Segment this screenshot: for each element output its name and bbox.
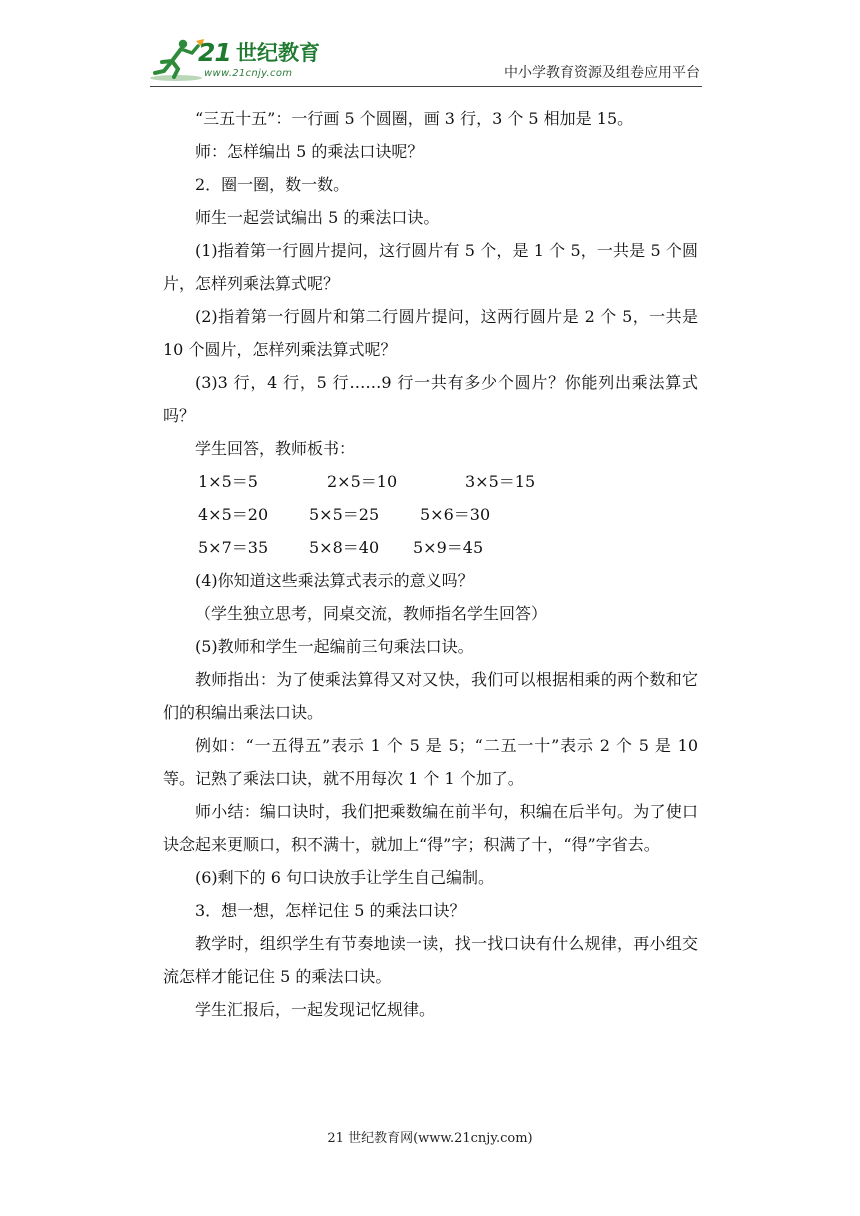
page-header [150,36,700,88]
equation: 5×9＝45 [413,538,484,557]
equation-row [163,498,698,531]
logo [150,36,330,86]
paragraph: (3)3 行，4 行，5 行……9 行一共有多少个圆片？你能列出乘法算式吗？ [163,373,698,425]
paragraph: 师小结：编口诀时，我们把乘数编在前半句，积编在后半句。为了使口诀念起来更顺口，积不满十，就加上“得”字；积满了十，“得”字省去。 [163,802,698,854]
page-footer: 21 世纪教育网(www.21cnjy.com) [327,1131,533,1146]
equation: 5×5＝25 [309,505,380,524]
logo-name: 世纪教育 [236,41,320,65]
logo-url: www.21cnjy.com [204,68,293,79]
paragraph: (4)你知道这些乘法算式表示的意义吗？ [195,571,474,590]
equation: 2×5＝10 [327,472,398,491]
paragraph: “三五十五”：一行画 5 个圆圈，画 3 行，3 个 5 相加是 15。 [195,109,634,128]
equation: 4×5＝20 [198,505,269,524]
paragraph: 教师指出：为了使乘法算得又对又快，我们可以根据相乘的两个数和它们的积编出乘法口诀。 [163,670,698,722]
equation: 1×5＝5 [198,472,258,491]
logo-number: 21 [198,38,231,67]
paragraph: 3．想一想，怎样记住 5 的乘法口诀？ [195,901,466,920]
paragraph: (5)教师和学生一起编前三句乘法口诀。 [195,637,474,656]
equation-row [163,531,698,564]
paragraph: （学生独立思考，同桌交流，教师指名学生回答） [195,604,548,623]
paragraph: (6)剩下的 6 句口诀放手让学生自己编制。 [195,868,495,887]
paragraph: (1)指着第一行圆片提问，这行圆片有 5 个，是 1 个 5，一共是 5 个圆片，怎样列乘法算式呢？ [163,241,698,293]
equation: 5×8＝40 [309,538,380,557]
equation-row [163,465,698,498]
equation: 5×6＝30 [420,505,491,524]
header-divider [150,86,702,87]
paragraph: 学生回答，教师板书： [195,439,356,458]
paragraph: (2)指着第一行圆片和第二行圆片提问，这两行圆片是 2 个 5，一共是 10 个圆片，怎样列乘法算式呢？ [163,307,698,359]
paragraph: 师：怎样编出 5 的乘法口诀呢？ [195,142,424,161]
equation: 3×5＝15 [465,472,536,491]
paragraph: 2．圈一圈，数一数。 [195,175,350,194]
paragraph: 师生一起尝试编出 5 的乘法口诀。 [195,208,440,227]
equation: 5×7＝35 [198,538,269,557]
paragraph: 学生汇报后，一起发现记忆规律。 [195,1000,436,1019]
paragraph: 教学时，组织学生有节奏地读一读，找一找口诀有什么规律，再小组交流怎样才能记住 5 的乘法口诀。 [163,934,698,986]
paragraph: 例如：“一五得五”表示 1 个 5 是 5；“二五一十”表示 2 个 5 是 10 等。记熟了乘法口诀，就不用每次 1 个 1 个加了。 [163,736,698,788]
platform-title: 中小学教育资源及组卷应用平台 [504,65,700,81]
document-body [163,102,698,1026]
